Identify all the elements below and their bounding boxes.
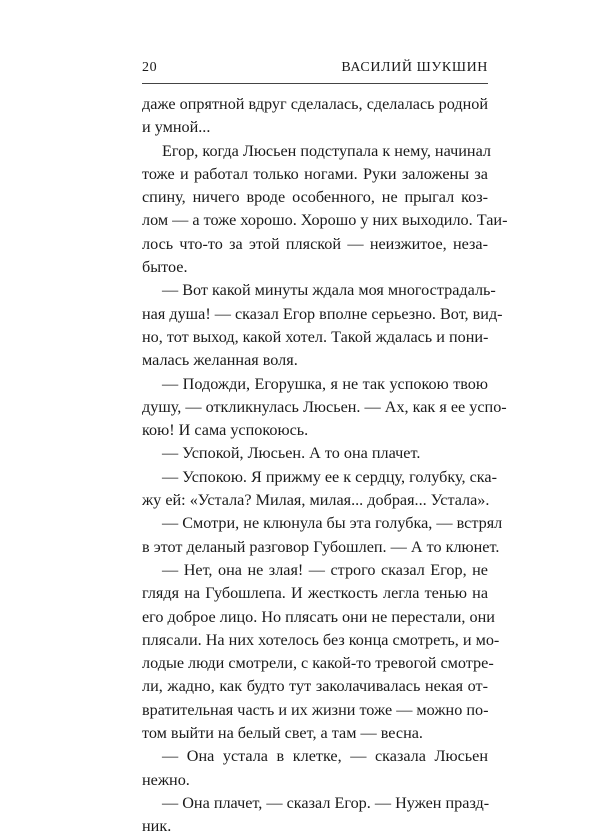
book-author: ВАСИЛИЙ ШУКШИН	[341, 60, 488, 75]
text-line: даже опрятной вдруг сделалась, сделалась родной	[142, 95, 488, 113]
text-line: вратительная часть и их жизни тоже — можно по-	[142, 700, 489, 719]
text-line: глядя на Губошлепа. И жесткость легла тенью на	[142, 584, 488, 603]
running-head	[142, 60, 488, 82]
text-line: ли, жадно, как будто тут заколачивалась некая от-	[142, 677, 488, 696]
text-line: жу ей: «Устала? Милая, милая... добрая... Устала».	[142, 491, 490, 510]
text-line: лом — а тоже хорошо. Хорошо у них выходило. Таи-	[142, 211, 508, 230]
text-line: — Она плачет, — сказал Егор. — Нужен празд-	[162, 793, 490, 812]
text-line: и умной...	[142, 118, 211, 137]
text-line: — Успокою. Я прижму ее к сердцу, голубку, ска-	[162, 467, 497, 486]
text-line: лось что-то за этой пляской — неизжитое, неза-	[142, 234, 488, 253]
body-text	[142, 93, 508, 839]
text-line: лодые люди смотрели, с какой-то тревогой смотре-	[142, 654, 494, 673]
text-line: — Смотри, не клюнула бы эта голубка, — встрял	[162, 514, 503, 533]
text-line: ная душа! — сказал Егор вполне серьезно. Вот, вид-	[142, 304, 503, 323]
text-line: плясали. На них хотелось без конца смотреть, и мо-	[142, 630, 500, 649]
text-line: — Вот какой минуты ждала моя многострадаль-	[162, 281, 496, 300]
text-line: бытое.	[142, 258, 188, 277]
text-line: том выйти на белый свет, а там — весна.	[142, 724, 423, 743]
text-line: но, тот выход, какой хотел. Такой ждалась и пони-	[142, 327, 489, 346]
text-line: нежно.	[142, 770, 190, 789]
text-line: ник.	[142, 817, 172, 836]
text-line: его доброе лицо. Но плясать они не перестали, они	[142, 607, 495, 626]
text-line: — Она устала в клетке, — сказала Люсьен	[162, 747, 488, 766]
text-line: малась желанная воля.	[142, 351, 298, 370]
text-line: тоже и работал только ногами. Руки заложены за	[142, 164, 488, 183]
text-line: — Нет, она не злая! — строго сказал Егор, не	[162, 560, 488, 579]
text-line: Егор, когда Люсьен подступала к нему, начинал	[162, 141, 491, 160]
page-number: 20	[142, 60, 158, 75]
header-rule	[142, 83, 488, 84]
text-line: в этот деланый разговор Губошлеп. — А то клюнет.	[142, 537, 500, 556]
text-line: — Успокой, Люсьен. А то она плачет.	[162, 444, 421, 463]
text-line: — Подожди, Егорушка, я не так успокою твою	[162, 374, 488, 393]
text-line: спину, ничего вроде особенного, не прыгал коз-	[142, 188, 488, 207]
text-line: кою! И сама успокоюсь.	[142, 421, 309, 440]
text-line: душу, — откликнулась Люсьен. — Ах, как я ее успо-	[142, 397, 507, 416]
